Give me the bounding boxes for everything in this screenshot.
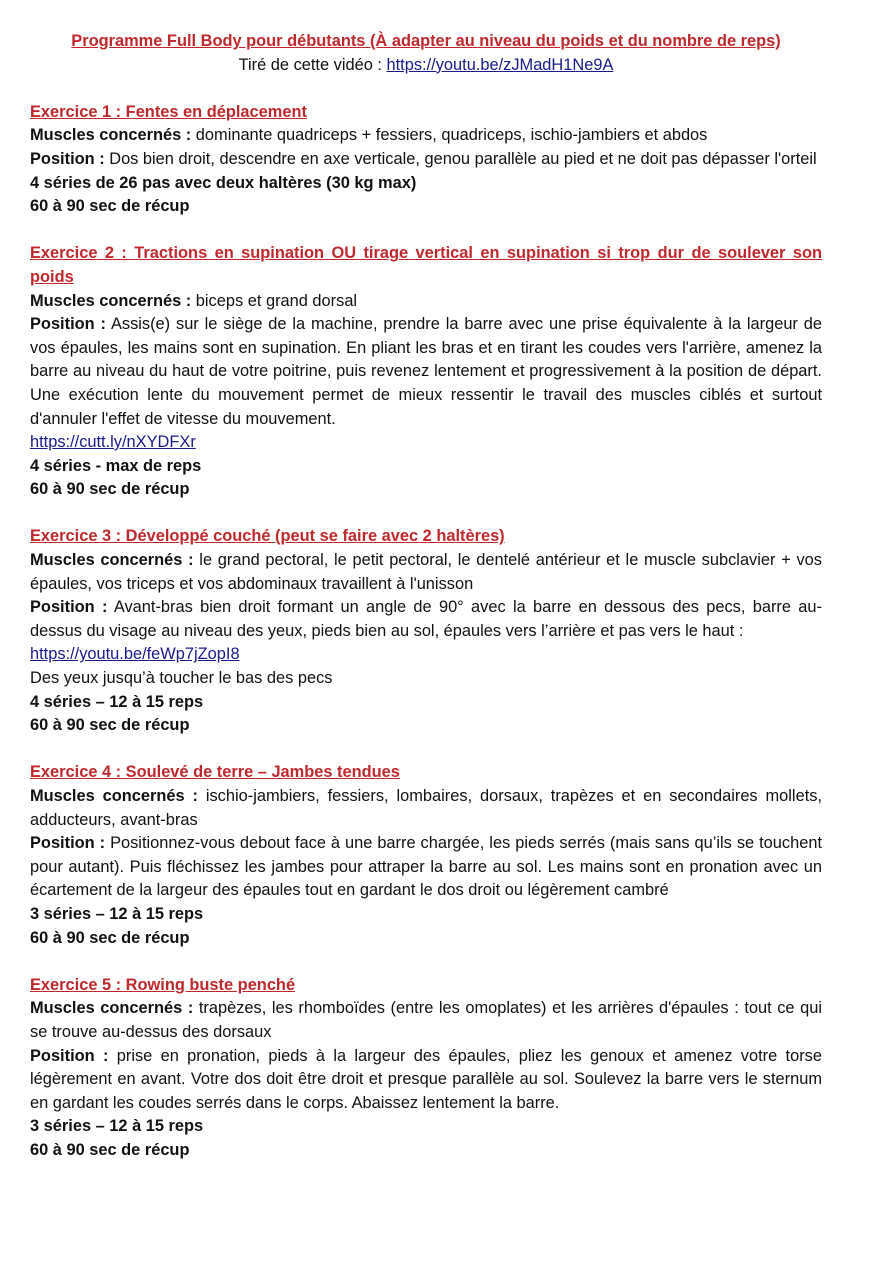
muscles-label: Muscles concernés : [30,787,198,805]
position-text: Assis(e) sur le siège de la machine, prendre la barre avec une prise équivalente à la largeur de vos épaules, les mains sont en supination. En pliant les bras et en tirant les coudes vers l'arrière, amenez la barre au niveau du haut de votre poitrine, puis revenez lentement et progressivement à la position de départ. Une exécution lente du mouvement permet de mieux ressentir le travail des muscles ciblés et surtout d'annuler l'effet de vitesse du mouvement. [30,315,822,428]
exercise-rest: 60 à 90 sec de récup [30,197,190,216]
exercise-title: Exercice 3 : Développé couché (peut se faire avec 2 haltères) [30,527,505,546]
position-label: Position : [30,1046,109,1065]
exercise-link-line [30,431,822,455]
exercise-rest: 60 à 90 sec de récup [30,716,190,735]
exercise-muscles [30,997,822,1044]
source-video-link[interactable]: https://youtu.be/zJMadH1Ne9A [386,55,614,74]
position-text: Positionnez-vous debout face à une barre chargée, les pieds serrés (mais sans qu’ils se touchent pour autant). Puis fléchissez les jambes pour attraper la barre au sol. Les mains sont en pronation avec un écartement de la largeur des épaules tout en gardant le dos droit ou légèrement cambré [30,834,823,900]
exercise-4 [30,761,822,950]
muscles-label: Muscles concernés : [30,291,192,310]
exercise-position [30,148,822,172]
exercise-sets: 4 séries – 12 à 15 reps [30,692,204,711]
muscles-text: ischio-jambiers, fessiers, lombaires, dorsaux, trapèzes et en secondaires mollets, adducteurs, avant-bras [30,787,822,829]
exercise-link[interactable]: https://cutt.ly/nXYDFXr [30,433,196,452]
exercise-muscles [30,785,822,832]
exercise-3 [30,525,822,737]
muscles-text: dominante quadriceps + fessiers, quadriceps, ischio-jambiers et abdos [191,126,708,145]
position-text: Dos bien droit, descendre en axe verticale, genou parallèle au pied et ne doit pas dépasser l'orteil [104,149,817,168]
position-text: prise en pronation, pieds à la largeur des épaules, pliez les genoux et amenez votre torse légèrement en avant. Votre dos doit être droit et presque parallèle au sol. Soulevez la barre vers le sternum en gardant les coudes serrés dans le corps. Abaissez lentement la barre. [30,1046,822,1112]
exercise-note: Des yeux jusqu’à toucher le bas des pecs [30,669,333,688]
muscles-text: le grand pectoral, le petit pectoral, le dentelé antérieur et le muscle subclavier + vos épaules, vos triceps et vos abdominaux travaillent à l'unisson [30,551,822,593]
exercise-title: Exercice 4 : Soulevé de terre – Jambes tendues [30,763,400,782]
exercise-rest: 60 à 90 sec de récup [30,480,190,499]
position-text: Avant-bras bien droit formant un angle de 90° avec la barre en dessous des pecs, barre au-dessus du visage au niveau des yeux, pieds bien au sol, épaules vers l’arrière et pas vers le haut : [30,598,822,640]
exercise-sets: 4 séries - max de reps [30,456,202,475]
exercise-1 [30,101,822,219]
exercise-rest: 60 à 90 sec de récup [30,1140,190,1159]
position-label: Position : [30,834,106,853]
muscles-text: biceps et grand dorsal [191,291,358,310]
spacer [30,738,822,762]
exercise-sets: 3 séries – 12 à 15 reps [30,1117,204,1136]
exercise-title: Exercice 2 : Tractions en supination OU tirage vertical en supination si trop dur de soulever son poids [30,244,822,286]
spacer [30,219,822,243]
exercise-link-line [30,643,822,667]
exercise-muscles [30,290,822,314]
muscles-label: Muscles concernés : [30,551,194,570]
page-title: Programme Full Body pour débutants (À adapter au niveau du poids et du nombre de reps) [71,32,781,50]
exercise-2 [30,242,822,502]
spacer [30,77,822,101]
source-label: Tiré de cette vidéo : [238,55,387,74]
exercise-sets: 4 séries de 26 pas avec deux haltères (30 kg max) [30,173,417,192]
muscles-text: trapèzes, les rhomboïdes (entre les omoplates) et les arrières d'épaules : tout ce qui se trouve au-dessus des dorsaux [30,999,822,1041]
exercise-muscles [30,549,822,596]
exercise-position [30,1045,822,1116]
exercise-position [30,596,822,643]
exercise-rest: 60 à 90 sec de récup [30,928,190,947]
exercise-position [30,313,822,431]
exercise-muscles [30,124,822,148]
spacer [30,502,822,526]
exercise-position [30,832,822,903]
position-label: Position : [30,149,105,168]
muscles-label: Muscles concernés : [30,999,194,1018]
spacer [30,950,822,974]
exercise-5 [30,974,822,1163]
source-line [30,54,822,78]
exercise-sets: 3 séries – 12 à 15 reps [30,904,204,923]
position-label: Position : [30,598,108,617]
exercise-title: Exercice 1 : Fentes en déplacement [30,102,307,121]
muscles-label: Muscles concernés : [30,126,192,145]
exercise-title: Exercice 5 : Rowing buste penché [30,975,296,994]
exercise-link[interactable]: https://youtu.be/feWp7jZopI8 [30,645,240,664]
position-label: Position : [30,315,106,334]
